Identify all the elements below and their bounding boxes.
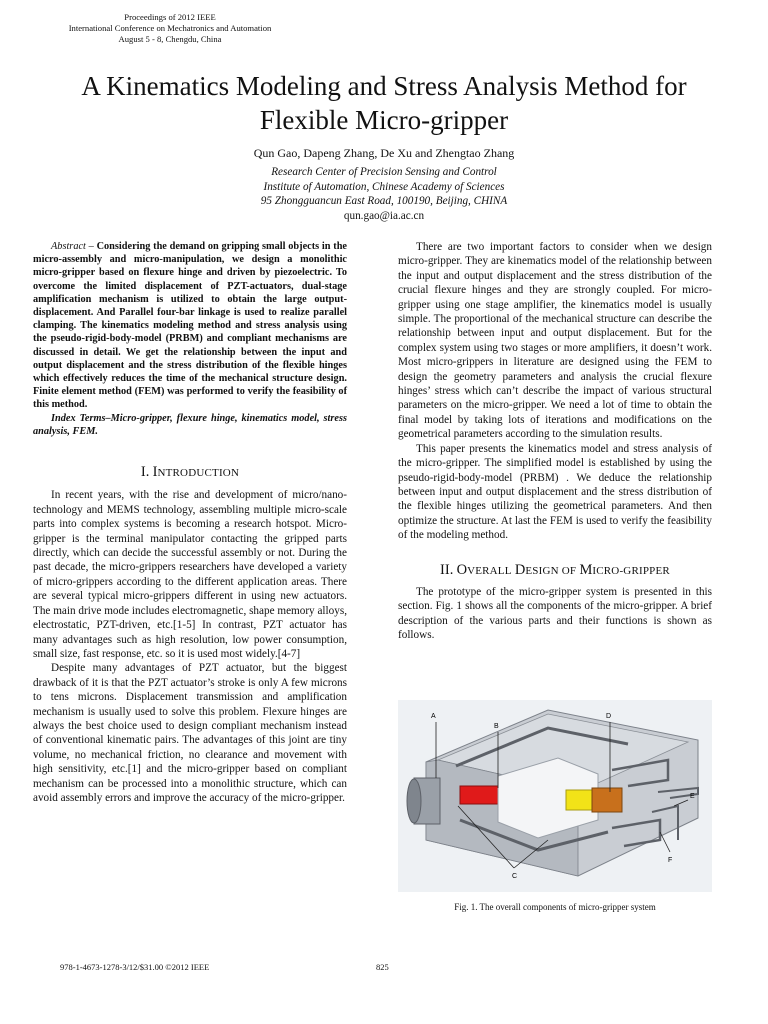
section-title-part: VERALL xyxy=(467,564,512,577)
figure-micro-gripper xyxy=(398,700,712,892)
figure-label-d: D xyxy=(606,713,612,720)
title-line: A Kinematics Modeling and Stress Analysis Method for xyxy=(81,71,687,101)
figure-label-e: E xyxy=(690,793,695,800)
proceedings-header xyxy=(0,12,340,45)
affiliation-line: 95 Zhongguancun East Road, 100190, Beijing, CHINA xyxy=(260,195,508,207)
section-number: II. xyxy=(440,561,454,578)
pzt-actuator-orange xyxy=(592,788,622,812)
abstract-label: Abstract – xyxy=(51,241,94,252)
section-title-part: ICRO-GRIPPER xyxy=(592,564,670,577)
intro-paragraph: In recent years, with the rise and development of micro/nano-technology and MEMS technology, assembling multiple micro-scale parts into complex systems is becoming a research hotspot. Micro-gripper is the terminal manipulator contacting the gripped parts directly, which can decide the successful assembly or not. During the past decade, the micro-grippers researchers have developed a variety of micro-grippers according to the different application areas. There are several typical micro-grippers different in using new actuators. The main drive mode includes electromagnetic, shape memory alloys, electrostatic, PZT-driven, etc.[1-5] In contrast, PZT actuator has many advantages such as high resolution, low power consumption, small size, fast response, etc. so it is used most widely.[4-7] xyxy=(33,489,347,660)
section-title-part: ESIGN OF xyxy=(525,564,577,577)
abstract-text: Considering the demand on gripping small objects in the micro-assembly and micro-manipulation, we design a monolithic micro-gripper based on flexure hinge and driven by piezoelectric. To overcome the limited displacement of PZT-actuators, dual-stage amplification mechanism is utilized to obtain the large output-displacement. And Parallel four-bar linkage is used to realize parallel clamping. The kinematics modeling method and stress analysis using the pseudo-rigid-body-model (PRBM) and compliant mechanisms are discussed in detail. We get the relationship between the input and output displacement and the stress distribution of the flexible hinges which effectively reduces the time of the mechanical structure design. Finite element method (FEM) was performed to verify the feasibility of this method. xyxy=(33,241,348,411)
body-paragraph: There are two important factors to consider when we design micro-gripper. They are kinematics model of the relationship between the input and output displacement and the stress distribution of the crucial flexure hinges and they are strongly coupled. For micro-gripper using one stage amplifier, the kinematics model is usually simple. The proportional of the mechanical structure can describe the relationship between input and output displacement. But for the complex system using two stages or more amplifiers, it doesn’t work. Most micro-grippers in literature are designed using the FEM to design the geometry parameters and analysis the crucial flexure hinges’ stress which can’t describe the impact of various structural parameters on the micro-gripper. We need a lot of time to obtain the final model by taking lots of iterations and modifications on the geometrical parameters according to the simulation results. xyxy=(398,241,712,441)
section-initial: I xyxy=(152,464,158,481)
left-column xyxy=(33,240,347,805)
section2-paragraph: The prototype of the micro-gripper system is presented in this section. Fig. 1 shows all the components of the micro-gripper. A brief description of the various parts and their functions is shown as follows. xyxy=(398,585,712,642)
affiliation xyxy=(0,165,768,223)
leader-line xyxy=(660,832,670,852)
title-line: Flexible Micro-gripper xyxy=(259,105,509,135)
author-email[interactable]: qun.gao@ia.ac.cn xyxy=(343,209,425,222)
affiliation-line: Research Center of Precision Sensing and Control xyxy=(271,166,497,178)
index-terms: Index Terms–Micro-gripper, flexure hinge, kinematics model, stress analysis, FEM. xyxy=(33,412,347,437)
right-column xyxy=(398,240,712,643)
section-initial: O xyxy=(456,561,468,578)
section-heading-overall-design xyxy=(398,563,712,578)
section-heading-introduction xyxy=(33,465,347,480)
micro-gripper-illustration xyxy=(398,700,712,892)
body-paragraph: This paper presents the kinematics model and stress analysis of the micro-gripper. The simplified model is established by using the pseudo-rigid-body-model (PRBM) . We deduce the relationship between input and output displacement and the stress distribution of the flexible hinges utilizing the geometrical parameters. And then optimize the structure. At last the FEM is used to verify the feasibility of the modeling method. xyxy=(398,442,712,542)
actuator-end xyxy=(407,779,421,823)
proceedings-line: Proceedings of 2012 IEEE xyxy=(124,12,216,22)
intro-paragraph: Despite many advantages of PZT actuator, but the biggest drawback of it is that the PZT actuator’s stroke is only A few microns to tens microns. Displacement transmission and amplification mechanism is usually used to solve this problem. Flexure hinges are always the best choice used to design compliant mechanism instead of conventional kinematic pairs. The advantages of this joint are tiny volume, no mechanical friction, no clearance and movement with high sensitivity, etc.[1] and the micro-gripper based on compliant mechanism can be processed into a monolithic structure, which can avoid assembly errors and improve the accuracy of the micro-gripper. xyxy=(33,662,347,804)
paper-title xyxy=(30,69,738,137)
figure-label-a: A xyxy=(431,713,436,720)
proceedings-line: August 5 - 8, Chengdu, China xyxy=(118,34,222,44)
footer-isbn: 978-1-4673-1278-3/12/$31.00 ©2012 IEEE xyxy=(60,962,210,972)
figure-label-c: C xyxy=(512,873,518,880)
figure-label-f: F xyxy=(668,857,673,864)
affiliation-line: Institute of Automation, Chinese Academy of Sciences xyxy=(263,180,505,193)
author-list: Qun Gao, Dapeng Zhang, De Xu and Zhengtao Zhang xyxy=(253,146,515,160)
section-title-rest: NTRODUCTION xyxy=(157,467,240,480)
abstract xyxy=(33,240,347,412)
section-initial: M xyxy=(579,561,593,578)
proceedings-line: International Conference on Mechatronics and Automation xyxy=(68,23,272,33)
page-number: 825 xyxy=(376,962,389,972)
section-number: I. xyxy=(140,464,150,481)
figure-caption: Fig. 1. The overall components of micro-gripper system xyxy=(454,902,656,912)
figure-label-b: B xyxy=(494,723,499,730)
section-initial: D xyxy=(514,561,526,578)
